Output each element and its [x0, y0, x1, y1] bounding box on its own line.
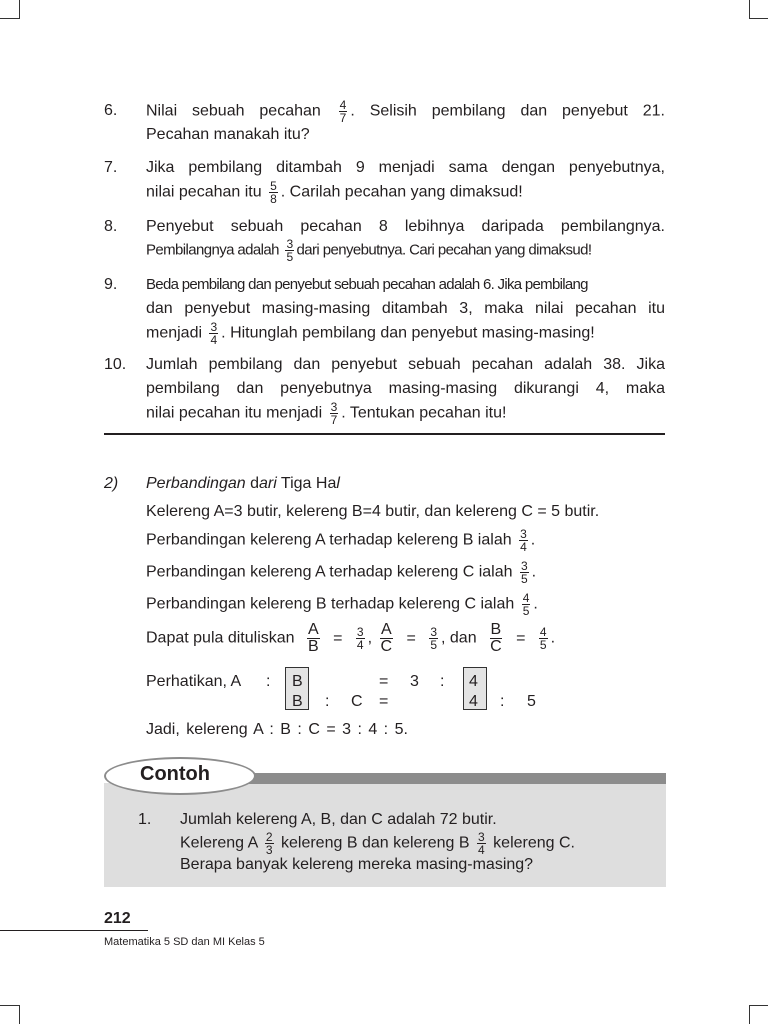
exercise-line: [146, 99, 665, 124]
fraction-numerator: 3: [330, 400, 338, 414]
exercise-line: pembilang dan penyebutnya masing-masing dikurangi 4, maka: [146, 380, 665, 397]
fraction-numerator: 2: [265, 830, 273, 844]
book-title: Matematika 5 SD dan MI Kelas 5: [104, 936, 265, 948]
crop-mark: [0, 18, 19, 19]
colon: :: [325, 693, 330, 710]
exercise-line: dan penyebut masing-masing ditambah 3, maka nilai pecahan itu: [146, 300, 665, 317]
box-value: 4: [469, 693, 478, 710]
example-number: 1.: [138, 811, 152, 828]
value: 3: [410, 673, 419, 690]
crop-mark: [749, 1005, 768, 1006]
fraction: [339, 99, 348, 124]
box-value: 4: [469, 673, 478, 690]
crop-mark: [749, 0, 750, 19]
exercise-text: Pembilangnya adalah: [146, 241, 279, 259]
exercise-text: nilai pecahan itu: [146, 183, 262, 201]
exercise-line: [146, 180, 665, 205]
example-line: Jumlah kelereng A, B, dan C adalah 72 butir.: [180, 811, 497, 828]
fraction-numerator: 3: [430, 625, 438, 639]
fraction-denominator: 4: [356, 638, 364, 652]
fraction: [489, 622, 503, 655]
written-prefix: Dapat pula dituliskan: [146, 629, 295, 647]
fraction-numerator: 3: [210, 320, 218, 334]
exercise-number: 6.: [104, 102, 118, 119]
example-text: kelereng C.: [493, 834, 575, 852]
fraction-denominator: 7: [330, 413, 338, 427]
fraction-numerator: 3: [356, 625, 364, 639]
exercise-line: [146, 321, 665, 346]
section-number: 2): [104, 475, 119, 492]
box-value: B: [292, 693, 303, 710]
c-label: C: [351, 693, 363, 710]
fraction: [519, 528, 528, 553]
section-title: [146, 472, 340, 495]
equals-sign: =: [379, 673, 389, 690]
punctuation: .: [550, 629, 556, 647]
section-divider: [104, 433, 665, 435]
fraction: [539, 626, 548, 651]
exercise-line: Pecahan manakah itu?: [146, 126, 310, 143]
equals-sign: =: [333, 629, 343, 647]
fraction-denominator: B: [308, 638, 319, 655]
fraction: [380, 622, 394, 655]
fraction-numerator: 3: [478, 830, 485, 844]
fraction-numerator: 3: [520, 559, 528, 573]
fraction-denominator: 5: [522, 604, 530, 618]
fraction-denominator: 5: [286, 250, 293, 264]
ratio-text: Perbandingan kelereng A terhadap kelereng C ialah: [146, 563, 513, 581]
perhatikan-label: Perhatikan, A: [146, 673, 242, 690]
fraction-denominator: 8: [270, 192, 277, 206]
exercise-line: [146, 401, 665, 426]
crop-mark: [19, 0, 20, 19]
fraction: [429, 626, 438, 651]
exercise-text: . Selisih pembilang dan penyebut 21.: [350, 102, 665, 120]
punctuation: .: [530, 531, 536, 549]
conclusion: Jadi, kelereng A : B : C = 3 : 4 : 5.: [146, 721, 408, 738]
colon: :: [266, 673, 271, 690]
punctuation: .: [531, 563, 537, 581]
punctuation: .: [533, 595, 538, 613]
exercise-line: Jumlah pembilang dan penyebut sebuah pecahan adalah 38. Jika: [146, 356, 665, 373]
fraction-denominator: 4: [520, 540, 527, 554]
exercise-text: Nilai sebuah pecahan: [146, 102, 321, 120]
crop-mark: [749, 1005, 750, 1024]
fraction-numerator: 4: [339, 98, 347, 112]
fraction: [307, 622, 320, 655]
fraction-numerator: 5: [270, 179, 277, 193]
exercise-text: dari penyebutnya. Cari pecahan yang dimaksud!: [296, 241, 592, 259]
ratio-text: Perbandingan kelereng A terhadap kelereng B ialah: [146, 531, 512, 549]
fraction-numerator: 4: [539, 625, 547, 639]
title-part: ari: [258, 475, 277, 492]
exercise-line: Beda pembilang dan penyebut sebuah pecahan adalah 6. Jika pembilang: [146, 276, 588, 293]
title-part: Perbandingan: [146, 475, 246, 492]
fraction: [285, 238, 293, 263]
fraction: [520, 560, 529, 585]
exercise-text: menjadi: [146, 324, 203, 342]
example-header-bar: [230, 773, 666, 784]
exercise-line: Jika pembilang ditambah 9 menjadi sama dengan penyebutnya,: [146, 159, 665, 176]
fraction-denominator: C: [490, 638, 502, 655]
exercise-line: Penyebut sebuah pecahan 8 lebihnya daripada pembilangnya.: [146, 218, 665, 235]
fraction-numerator: B: [490, 621, 502, 638]
fraction-denominator: 5: [520, 572, 528, 586]
title-part: l: [336, 475, 340, 492]
fraction-numerator: A: [308, 621, 319, 638]
fraction: [209, 321, 218, 346]
equals-sign: =: [516, 629, 526, 647]
ratio-line: [146, 528, 535, 553]
footer-rule: [0, 930, 148, 931]
colon: :: [500, 693, 505, 710]
crop-mark: [749, 18, 768, 19]
fraction: [522, 592, 531, 617]
example-text: kelereng B dan kelereng B: [281, 834, 470, 852]
punctuation: ,: [367, 629, 373, 647]
fraction-denominator: 5: [539, 638, 547, 652]
page-number: 212: [104, 910, 131, 927]
crop-mark: [0, 1005, 19, 1006]
fraction: [356, 626, 365, 651]
title-part: d: [245, 475, 259, 492]
exercise-text: . Carilah pecahan yang dimaksud!: [280, 183, 523, 201]
box-value: B: [292, 673, 303, 690]
title-part: Tiga Ha: [276, 475, 337, 492]
ratio-line: [146, 592, 538, 617]
example-line: Berapa banyak kelereng mereka masing-masing?: [180, 856, 534, 873]
fraction: [269, 180, 278, 205]
crop-mark: [19, 1005, 20, 1024]
exercise-line: [146, 238, 665, 263]
exercise-number: 8.: [104, 218, 118, 235]
fraction: [330, 401, 339, 426]
exercise-number: 9.: [104, 276, 118, 293]
example-title: Contoh: [140, 763, 210, 785]
fraction-denominator: C: [380, 638, 393, 655]
exercise-text: nilai pecahan itu menjadi: [146, 404, 323, 422]
fraction-denominator: 4: [210, 333, 218, 347]
and-text: , dan: [441, 629, 477, 647]
fraction-denominator: 3: [265, 843, 273, 857]
ratio-text: Perbandingan kelereng B terhadap kelereng C ialah: [146, 595, 515, 613]
equals-sign: =: [379, 693, 389, 710]
fraction-denominator: 4: [478, 843, 485, 857]
example-text: Kelereng A: [180, 834, 258, 852]
ratio-line: [146, 560, 536, 585]
equals-sign: =: [406, 629, 416, 647]
section-intro: Kelereng A=3 butir, kelereng B=4 butir, dan kelereng C = 5 butir.: [146, 503, 600, 520]
colon: :: [440, 673, 445, 690]
exercise-number: 7.: [104, 159, 118, 176]
exercise-number: 10.: [104, 356, 127, 373]
exercise-text: . Hitunglah pembilang dan penyebut masing-masing!: [221, 324, 595, 342]
fraction-denominator: 7: [339, 111, 347, 125]
fraction-numerator: 4: [522, 591, 530, 605]
fraction-numerator: A: [380, 621, 392, 638]
fraction-numerator: 3: [520, 527, 527, 541]
value: 5: [527, 693, 536, 710]
exercise-text: . Tentukan pecahan itu!: [341, 404, 507, 422]
written-ratios: [146, 622, 555, 655]
fraction-denominator: 5: [430, 638, 438, 652]
fraction-numerator: 3: [286, 237, 293, 251]
